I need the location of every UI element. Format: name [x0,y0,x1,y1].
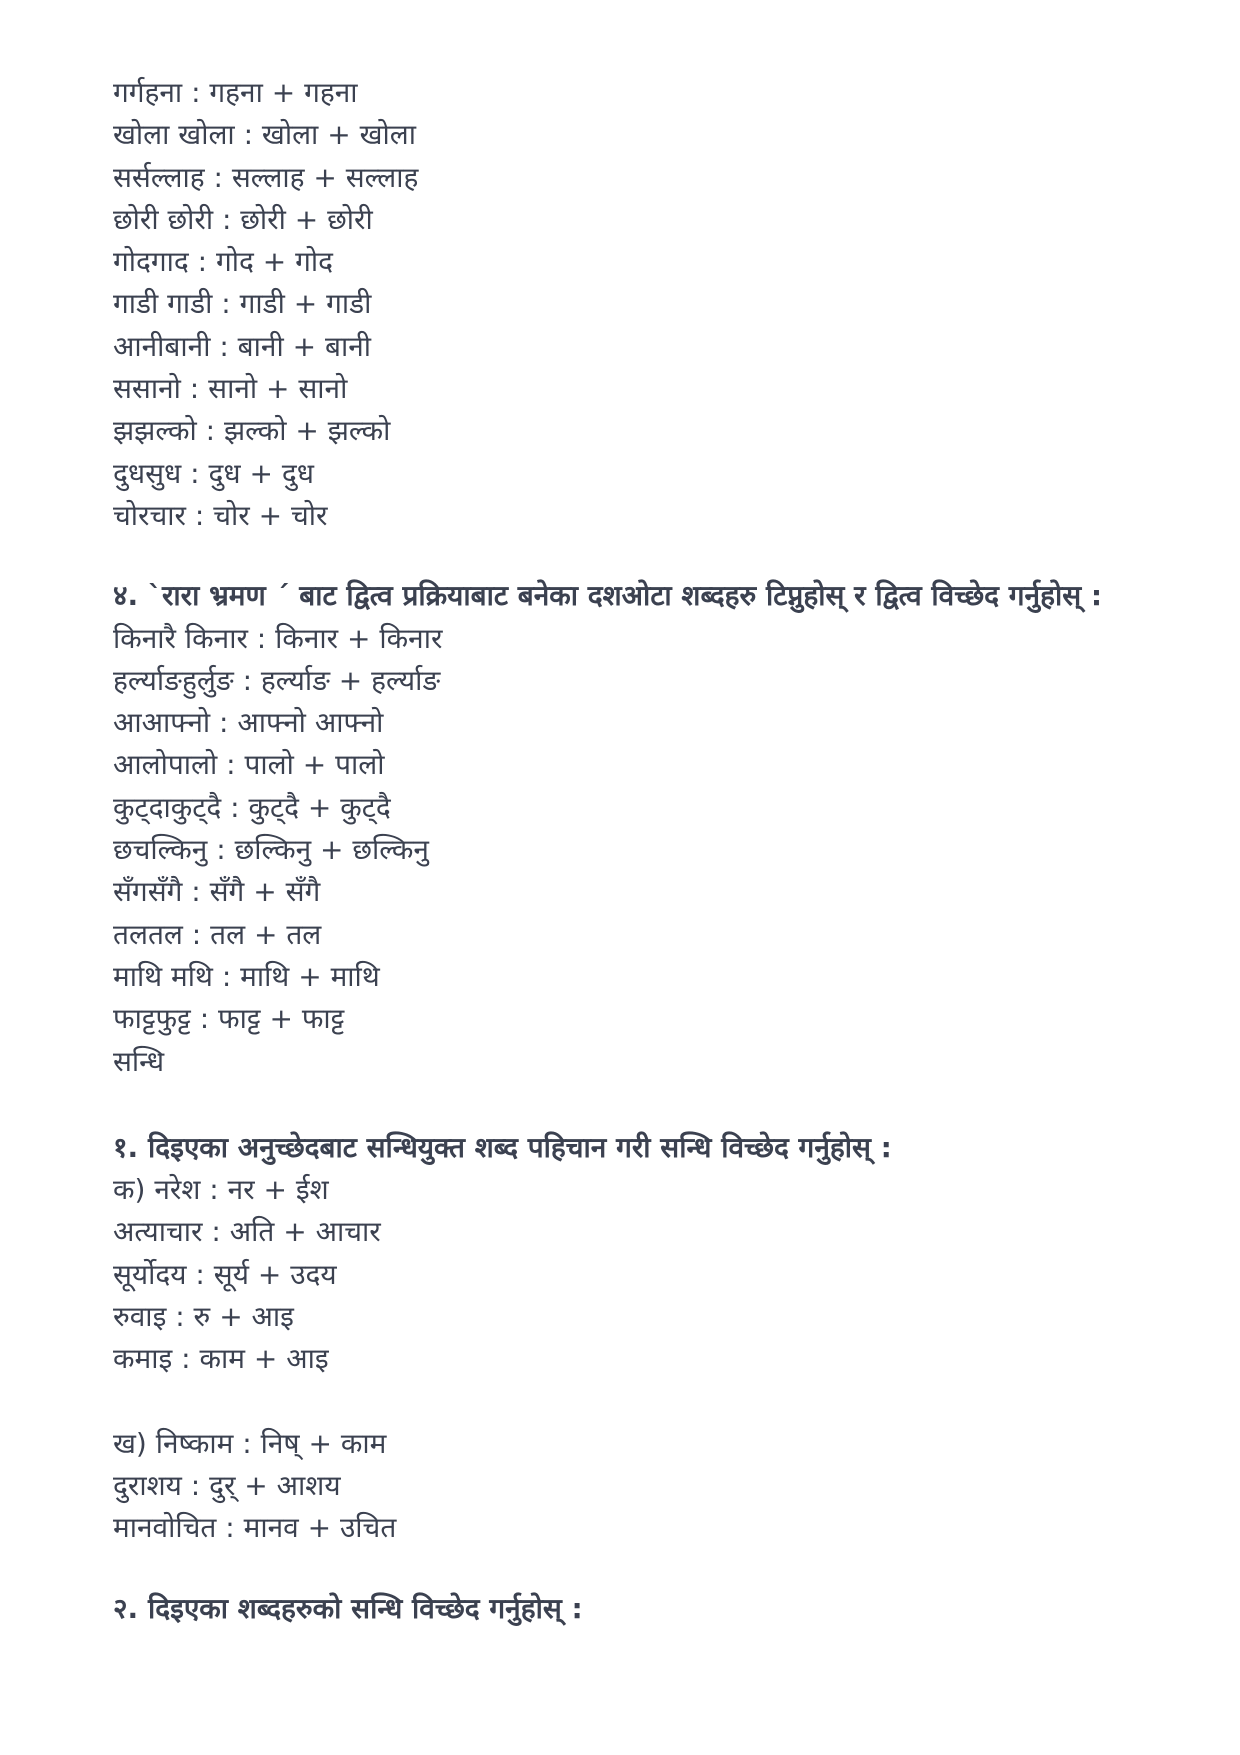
document-page [113,72,1153,1630]
list-item: चोरचार : चोर + चोर [113,498,328,532]
list-item: हर्ल्याङहुर्लुङ : हर्ल्याङ + हर्ल्याङ [113,663,441,697]
list-item: झझल्को : झल्को + झल्को [113,414,391,448]
question-heading: २. दिइएका शब्दहरुको सन्धि विच्छेद गर्नुहोस् : [113,1591,583,1625]
list-item: तलतल : तल + तल [113,917,322,951]
list-item: किनारै किनार : किनार + किनार [113,621,443,655]
section-rara-bhraman [113,575,1153,1083]
list-item: गर्गहना : गहना + गहना [113,76,358,109]
list-item: ससानो : सानो + सानो [113,372,348,406]
list-item: खोला खोला : खोला + खोला [113,118,416,152]
list-item: मानवोचित : मानव + उचित [113,1511,397,1545]
question-heading: १. दिइएका अनुच्छेदबाट सन्धियुक्त शब्द पहिचान गरी सन्धि विच्छेद गर्नुहोस् : [113,1130,892,1164]
list-item: अत्याचार : अति + आचार [113,1215,381,1249]
list-item: दुधसुध : दुध + दुध [113,456,314,490]
list-item: दुराशय : दुर् + आशय [113,1468,341,1502]
list-item: छोरी छोरी : छोरी + छोरी [113,202,373,236]
list-item: आनीबानी : बानी + बानी [113,329,372,363]
list-item: कुट्दाकुट्दै : कुट्दै + कुट्दै [113,790,391,824]
list-item: छचल्किनु : छल्किनु + छल्किनु [113,833,429,867]
list-item: सँगसँगै : सँगै + सँगै [113,875,321,909]
list-item: फाट्टफुट्ट : फाट्ट + फाट्ट [113,1002,345,1036]
section-label: सन्धि [113,1044,165,1078]
section-sandhi-paragraph [113,1127,1153,1550]
list-item: रुवाइ : रु + आइ [113,1300,294,1334]
list-item: माथि मथि : माथि + माथि [113,959,380,993]
list-item: ख) निष्काम : निष् + काम [113,1426,387,1460]
list-item: गाडी गाडी : गाडी + गाडी [113,287,372,321]
list-item: सर्सल्लाह : सल्लाह + सल्लाह [113,160,419,194]
list-item: क) नरेश : नर + ईश [113,1173,329,1207]
section-dvitva-examples [113,72,1153,537]
list-item: सूर्योदय : सूर्य + उदय [113,1257,337,1291]
list-item: कमाइ : काम + आइ [113,1342,329,1376]
list-item: आलोपालो : पालो + पालो [113,748,385,782]
list-item: आआफ्नो : आफ्नो आफ्नो [113,706,384,740]
list-item: गोदगाद : गोद + गोद [113,245,334,279]
question-heading: ४. `रारा भ्रमण ´ बाट द्वित्व प्रक्रियाबाट बनेका दशओटा शब्दहरु टिप्नुहोस् र द्वित्व विच्छेद गर्नुहोस् : [113,579,1103,613]
section-sandhi-words [113,1588,1153,1630]
